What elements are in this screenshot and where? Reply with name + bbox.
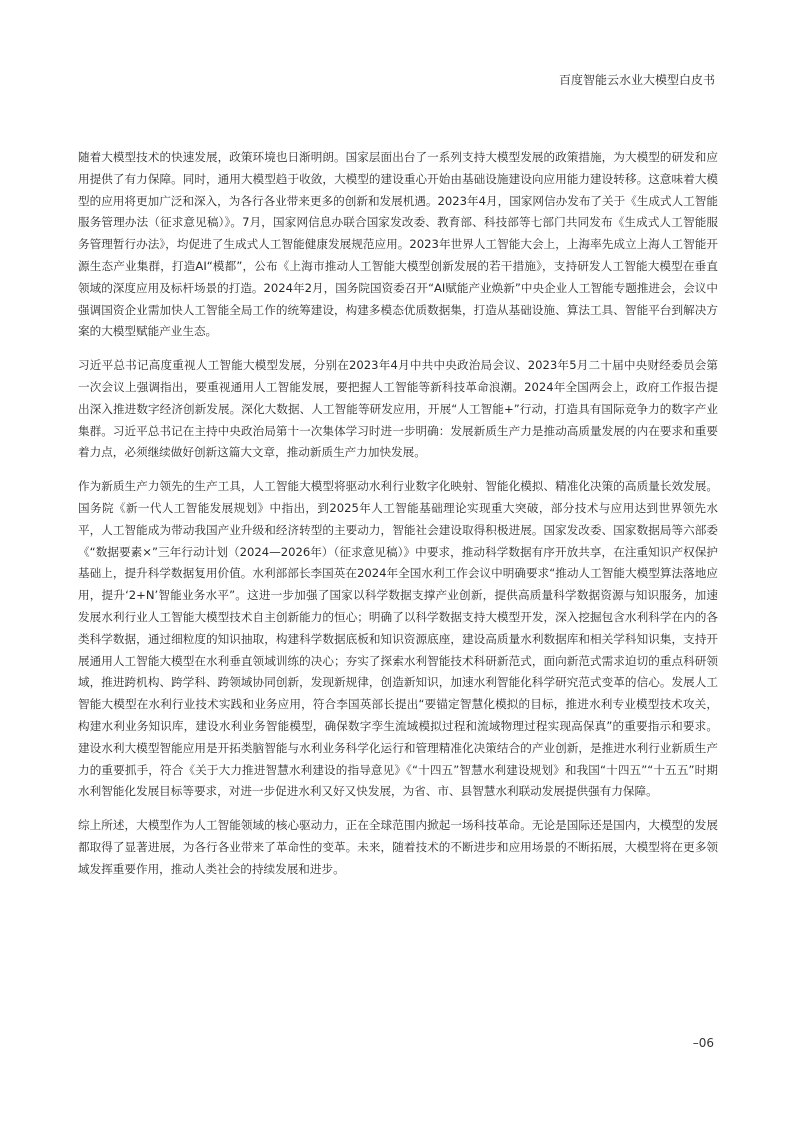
page-number: –06 bbox=[692, 1036, 714, 1050]
paragraph-leadership-emphasis: 习近平总书记高度重视人工智能大模型发展，分别在2023年4月中共中央政治局会议、2023年5月二十届中央财经委员会第一次会议上强调指出，要重视通用人工智能发展，要把握人工智能等新科技革命浪潮。2024年全国两会上，政府工作报告提出深入推进数字经济创新发展。深化大数据、人工智能等研发应用，开展“人工智能+”行动，打造具有国际竞争力的数字产业集群。习近平总书记在主持中央政治局第十一次集体学习时进一步明确：发展新质生产力是推动高质量发展的内在要求和重要着力点，必须继续做好创新这篇大文章，推动新质生产力加快发展。 bbox=[78, 358, 718, 460]
paragraph-summary: 综上所述，大模型作为人工智能领域的核心驱动力，正在全球范围内掀起一场科技革命。无论是国际还是国内，大模型的发展都取得了显著进展，为各行各业带来了革命性的变革。未来，随着技术的不断进步和应用场景的不断拓展，大模型将在更多领域发挥重要作用，推动人类社会的持续发展和进步。 bbox=[78, 818, 718, 876]
body-text bbox=[78, 147, 718, 893]
running-header: 百度智能云水业大模型白皮书 bbox=[558, 73, 715, 87]
paragraph-policy-environment: 随着大模型技术的快速发展，政策环境也日渐明朗。国家层面出台了一系列支持大模型发展的政策措施，为大模型的研发和应用提供了有力保障。同时，通用大模型趋于收敛，大模型的建设重心开始由基础设施建设向应用能力建设转移。这意味着大模型的应用将更加广泛和深入，为各行各业带来更多的创新和发展机遇。2023年4月，国家网信办发布了关于《生成式人工智能服务管理办法（征求意见稿）》。7月，国家网信息办联合国家发改委、教育部、科技部等七部门共同发布《生成式人工智能服务管理暂行办法》，均促进了生成式人工智能健康发展规范应用。2023年世界人工智能大会上，上海率先成立上海人工智能开源生态产业集群，打造AI“模都”，公布《上海市推动人工智能大模型创新发展的若干措施》，支持研发人工智能大模型在垂直领域的深度应用及标杆场景的打造。2024年2月，国务院国资委召开“AI赋能产业焕新”中央企业人工智能专题推进会，会议中强调国资企业需加快人工智能全局工作的统筹建设，构建多模态优质数据集，打造从基础设施、算法工具、智能平台到解决方案的大模型赋能产业生态。 bbox=[78, 150, 718, 339]
paragraph-water-industry: 作为新质生产力领先的生产工具，人工智能大模型将驱动水利行业数字化映射、智能化模拟、精准化决策的高质量长效发展。国务院《新一代人工智能发展规划》中指出，到2025年人工智能基础理论实现重大突破，部分技术与应用达到世界领先水平，人工智能成为带动我国产业升级和经济转型的主要动力，智能社会建设取得积极进展。国家发改委、国家数据局等六部委《“数据要素×”三年行动计划（2024—2026年）（征求意见稿）》中要求，推动科学数据有序开放共享，在注重知识产权保护基础上，提升科学数据复用价值。水利部部长李国英在2024年全国水利工作会议中明确要求“推动人工智能大模型算法落地应用，提升‘2+N’智能业务水平”。这进一步加强了国家以科学数据支撑产业创新，提供高质量科学数据资源与知识服务，加速发展水利行业人工智能大模型技术自主创新能力的恒心；明确了以科学数据支持大模型开发，深入挖掘包含水利科学在内的各类科学数据，通过细粒度的知识抽取，构建科学数据底板和知识资源底座，建设高质量水利数据库和相关学科知识集，支持开展通用人工智能大模型在水利垂直领域训练的决心；夯实了探索水利智能技术科研新范式，面向新范式需求迫切的重点科研领域，推进跨机构、跨学科、跨领域协同创新，发现新规律，创造新知识，加速水利智能化科学研究范式变革的信心。发展人工智能大模型在水利行业技术实践和业务应用，符合李国英部长提出“要锚定智慧化模拟的目标，推进水利专业模型技术攻关，构建水利业务知识库，建设水利业务智能模型，确保数字孪生流域模拟过程和流域物理过程实现高保真”的重要指示和要求。建设水利大模型智能应用是开拓类脑智能与水利业务科学化运行和管理精准化决策结合的产业创新，是推进水利行业新质生产力的重要抓手，符合《关于大力推进智慧水利建设的指导意见》《“十四五”智慧水利建设规划》和我国“十四五”“十五五”时期水利智能化发展目标等要求，对进一步促进水利又好又快发展，为省、市、县智慧水利联动发展提供强有力保障。 bbox=[78, 479, 718, 799]
